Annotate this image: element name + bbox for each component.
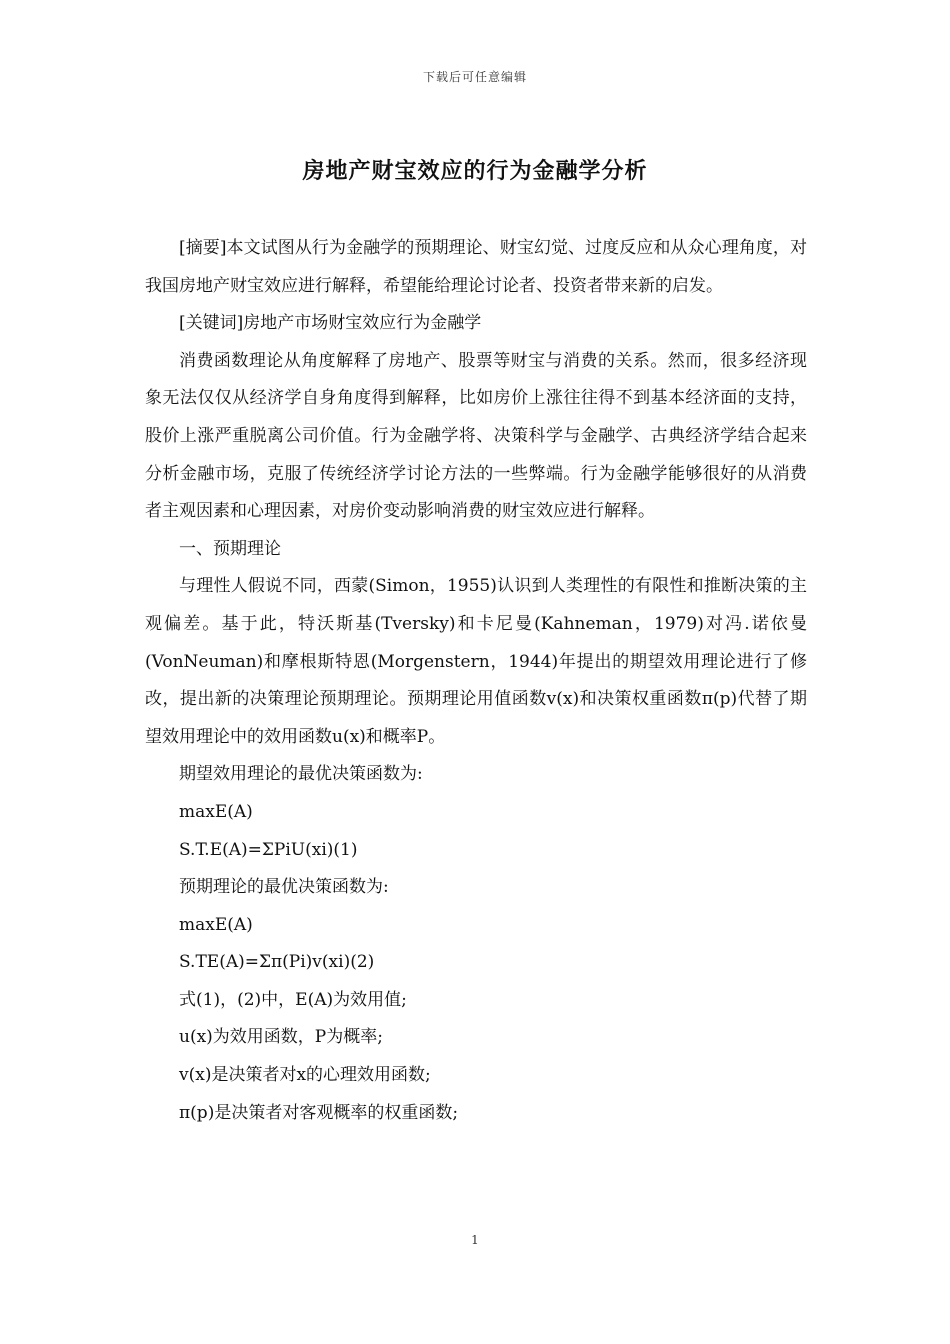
section-heading: 一、预期理论	[179, 538, 281, 559]
document-body	[145, 230, 807, 1132]
definition-line: u(x)为效用函数，P为概率;	[179, 1027, 383, 1048]
keywords-paragraph: [关键词]房地产市场财宝效应行为金融学	[179, 313, 482, 334]
formula-line: S.TE(A)=Σπ(Pi)v(xi)(2)	[179, 952, 375, 973]
formula-intro: 期望效用理论的最优决策函数为:	[179, 764, 423, 785]
page-header-note: 下载后可任意编辑	[422, 70, 527, 84]
formula-line: maxE(A)	[179, 801, 253, 822]
abstract-paragraph: [摘要]本文试图从行为金融学的预期理论、财宝幻觉、过度反应和从众心理角度，对我国房地产财宝效应进行解释，希望能给理论讨论者、投资者带来新的启发。	[145, 238, 807, 296]
formula-intro: 预期理论的最优决策函数为:	[179, 877, 389, 898]
body-paragraph: 与理性人假说不同，西蒙(Simon，1955)认识到人类理性的有限性和推断决策的主观偏差。基于此，特沃斯基(Tversky)和卡尼曼(Kahneman，1979)对冯.诺依曼(VonNeuman)和摩根斯特恩(Morgenstern，1944)年提出的期望效用理论进行了修改，提出新的决策理论预期理论。预期理论用值函数v(x)和决策权重函数π(p)代替了期望效用理论中的效用函数u(x)和概率P。	[145, 576, 807, 747]
formula-line: maxE(A)	[179, 914, 253, 935]
definition-line: v(x)是决策者对x的心理效用函数;	[179, 1065, 431, 1086]
document-title: 房地产财宝效应的行为金融学分析	[302, 159, 648, 184]
formula-line: S.T.E(A)=ΣPiU(xi)(1)	[179, 839, 358, 860]
intro-paragraph: 消费函数理论从角度解释了房地产、股票等财宝与消费的关系。然而，很多经济现象无法仅仅从经济学自身角度得到解释，比如房价上涨往往得不到基本经济面的支持，股价上涨严重脱离公司价值。行为金融学将、决策科学与金融学、古典经济学结合起来分析金融市场，克服了传统经济学讨论方法的一些弊端。行为金融学能够很好的从消费者主观因素和心理因素，对房价变动影响消费的财宝效应进行解释。	[145, 350, 807, 522]
definition-line: π(p)是决策者对客观概率的权重函数;	[179, 1102, 459, 1123]
page-number: 1	[471, 1233, 479, 1247]
definition-line: 式(1)，(2)中，E(A)为效用值;	[179, 989, 407, 1010]
